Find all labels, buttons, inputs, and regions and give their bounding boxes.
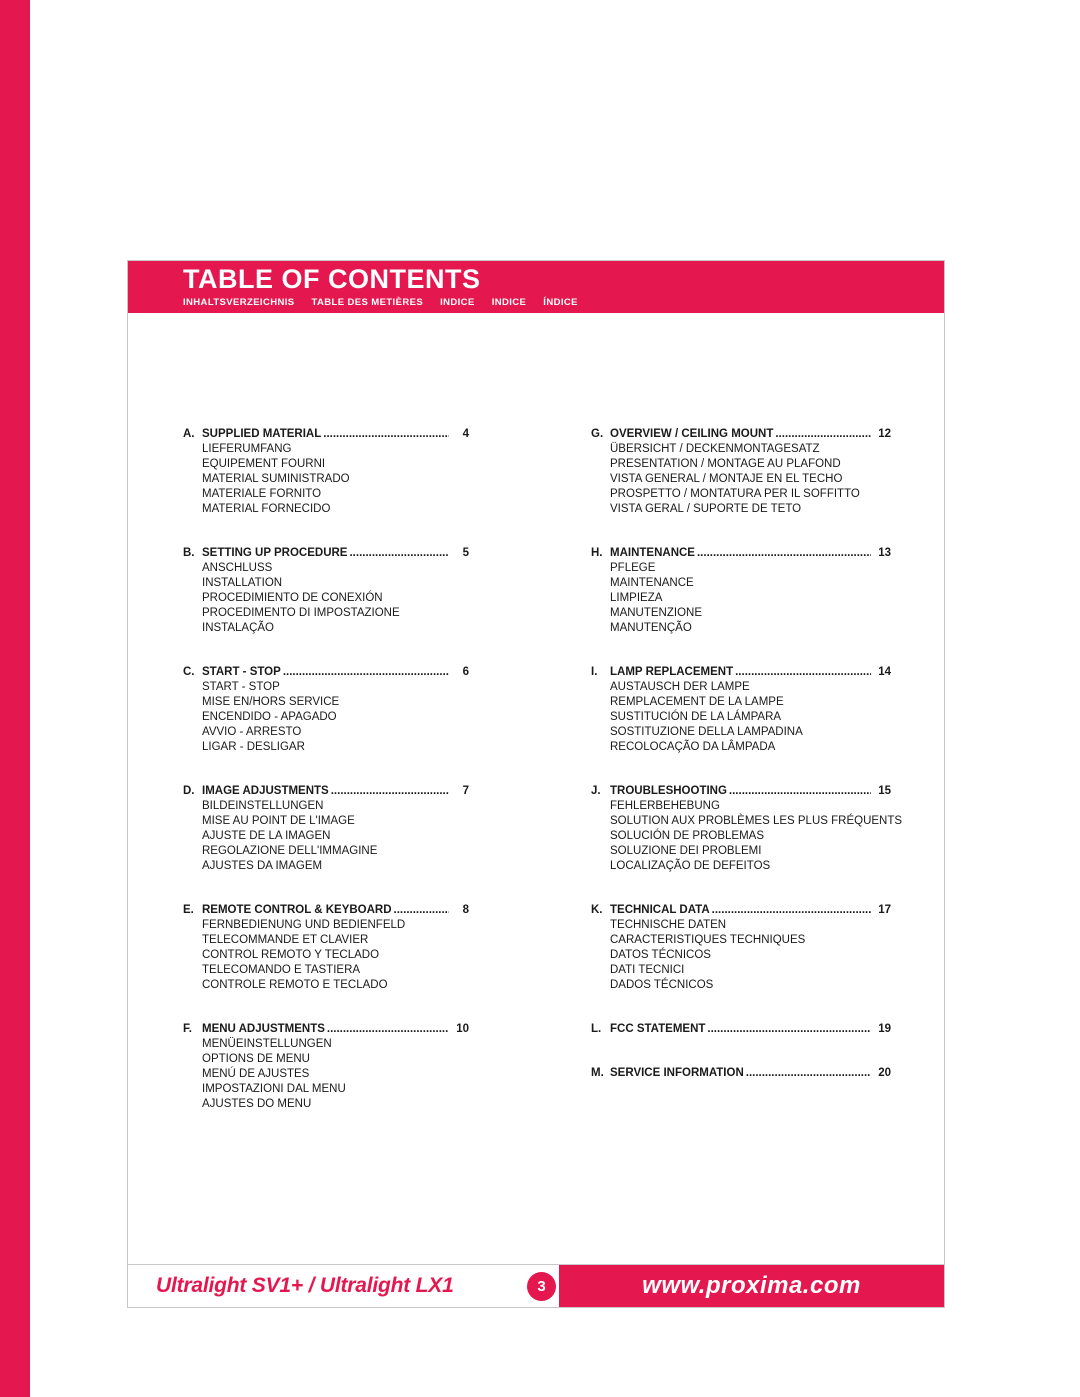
- toc-translation-line: MANUTENÇÃO: [610, 622, 692, 634]
- product-name: Ultralight SV1+ / Ultralight LX1: [156, 1274, 454, 1297]
- toc-entry-heading: [183, 665, 469, 680]
- toc-entry-translations: [183, 799, 469, 874]
- toc-entry-page-number: 10: [456, 1023, 469, 1035]
- toc-translation-line: MISE AU POINT DE L'IMAGE: [202, 815, 355, 827]
- toc-translation-line: SOLUTION AUX PROBLÈMES LES PLUS FRÉQUENTS: [610, 815, 903, 827]
- toc-translation-line: OPTIONS DE MENU: [202, 1053, 310, 1065]
- toc-entry-letter: M.: [591, 1067, 604, 1079]
- toc-entry-heading: [591, 784, 891, 799]
- toc-translation-line: MATERIAL SUMINISTRADO: [202, 473, 350, 485]
- toc-translation-line: AJUSTES DA IMAGEM: [202, 860, 323, 872]
- toc-section: [183, 784, 469, 874]
- toc-translation-line: EQUIPEMENT FOURNI: [202, 458, 326, 470]
- toc-section: [183, 903, 469, 993]
- toc-translation-line: CARACTERISTIQUES TECHNIQUES: [610, 934, 806, 946]
- toc-translation-line: TECHNISCHE DATEN: [610, 919, 727, 931]
- toc-translation-line: PFLEGE: [610, 562, 656, 574]
- toc-entry-title: SETTING UP PROCEDURE: [202, 547, 348, 559]
- toc-entry-heading: [183, 784, 469, 799]
- toc-content: [128, 313, 944, 1264]
- toc-entry-letter: G.: [591, 428, 604, 440]
- toc-entry-title: TECHNICAL DATA: [610, 904, 710, 916]
- toc-entry-page-number: 13: [878, 547, 891, 559]
- toc-section: [183, 1022, 469, 1112]
- toc-translation-line: SUSTITUCIÓN DE LA LÁMPARA: [610, 711, 782, 723]
- toc-section: [591, 903, 891, 993]
- toc-dot-leader: [775, 427, 871, 442]
- toc-translation-line: DADOS TÉCNICOS: [610, 979, 714, 991]
- toc-entry-heading: [183, 427, 469, 442]
- toc-entry-page-number: 4: [462, 428, 469, 440]
- toc-entry-title: FCC STATEMENT: [610, 1023, 706, 1035]
- toc-entry-letter: J.: [591, 785, 601, 797]
- toc-entry-translations: [591, 561, 891, 636]
- toc-section: [591, 665, 891, 755]
- toc-entry-title: MENU ADJUSTMENTS: [202, 1023, 325, 1035]
- toc-section: [591, 1066, 891, 1081]
- toc-translation-line: INSTALLATION: [202, 577, 283, 589]
- toc-dot-leader: [729, 784, 871, 799]
- toc-entry-heading: [591, 1022, 891, 1037]
- toc-translation-line: LIGAR - DESLIGAR: [202, 741, 305, 753]
- toc-entry-letter: A.: [183, 428, 195, 440]
- toc-entry-translations: [183, 918, 469, 993]
- toc-translation-line: VISTA GENERAL / MONTAJE EN EL TECHO: [610, 473, 843, 485]
- toc-entry-letter: K.: [591, 904, 603, 916]
- toc-entry-translations: [183, 442, 469, 517]
- toc-entry-letter: D.: [183, 785, 195, 797]
- toc-entry-letter: E.: [183, 904, 194, 916]
- toc-entry-letter: H.: [591, 547, 603, 559]
- toc-translation-line: AJUSTES DO MENU: [202, 1098, 312, 1110]
- toc-entry-letter: F.: [183, 1023, 192, 1035]
- toc-translation-line: INSTALAÇÃO: [202, 622, 274, 634]
- toc-dot-leader: [697, 546, 871, 561]
- toc-translation-line: PRESENTATION / MONTAGE AU PLAFOND: [610, 458, 841, 470]
- toc-entry-translations: [183, 1037, 469, 1112]
- toc-entry-heading: [591, 427, 891, 442]
- toc-dot-leader: [394, 903, 449, 918]
- toc-entry-page-number: 12: [878, 428, 891, 440]
- toc-translation-line: CONTROL REMOTO Y TECLADO: [202, 949, 380, 961]
- toc-translation-line: REMPLACEMENT DE LA LAMPE: [610, 696, 784, 708]
- toc-translation-line: FERNBEDIENUNG UND BEDIENFELD: [202, 919, 406, 931]
- toc-translation-line: MATERIAL FORNECIDO: [202, 503, 331, 515]
- toc-translation-line: CONTROLE REMOTO E TECLADO: [202, 979, 388, 991]
- toc-translation-line: PROCEDIMIENTO DE CONEXIÓN: [202, 592, 383, 604]
- toc-entry-heading: [591, 903, 891, 918]
- toc-section: [591, 546, 891, 636]
- toc-translation-line: SOLUZIONE DEI PROBLEMI: [610, 845, 762, 857]
- toc-dot-leader: [707, 1022, 871, 1037]
- toc-translation-line: LIMPIEZA: [610, 592, 663, 604]
- header-language-label: INHALTSVERZEICHNIS: [183, 297, 295, 309]
- toc-translation-line: DATOS TÉCNICOS: [610, 949, 711, 961]
- toc-translation-line: TELECOMMANDE ET CLAVIER: [202, 934, 369, 946]
- toc-entry-title: SUPPLIED MATERIAL: [202, 428, 322, 440]
- header-language-label: ÍNDICE: [543, 297, 578, 309]
- toc-dot-leader: [323, 427, 449, 442]
- toc-translation-line: MANUTENZIONE: [610, 607, 702, 619]
- toc-entry-heading: [183, 903, 469, 918]
- toc-entry-title: REMOTE CONTROL & KEYBOARD: [202, 904, 392, 916]
- header-language-label: TABLE DES METIÈRES: [311, 297, 424, 309]
- toc-dot-leader: [327, 1022, 449, 1037]
- toc-entry-page-number: 14: [878, 666, 891, 678]
- website-url: www.proxima.com: [642, 1272, 861, 1299]
- toc-translation-line: FEHLERBEHEBUNG: [610, 800, 720, 812]
- toc-entry-title: START - STOP: [202, 666, 281, 678]
- footer-website-band: [559, 1265, 944, 1307]
- toc-entry-heading: [591, 546, 891, 561]
- page-left-accent-stripe: [0, 0, 30, 1397]
- toc-translation-line: SOSTITUZIONE DELLA LAMPADINA: [610, 726, 803, 738]
- toc-translation-line: ANSCHLUSS: [202, 562, 273, 574]
- toc-entry-page-number: 8: [462, 904, 469, 916]
- toc-header-band: [128, 261, 944, 313]
- toc-entry-title: IMAGE ADJUSTMENTS: [202, 785, 329, 797]
- toc-entry-page-number: 17: [878, 904, 891, 916]
- toc-dot-leader: [735, 665, 871, 680]
- toc-translation-line: PROCEDIMENTO DI IMPOSTAZIONE: [202, 607, 400, 619]
- toc-entry-translations: [591, 442, 891, 517]
- toc-entry-page-number: 20: [878, 1067, 891, 1079]
- toc-entry-heading: [591, 665, 891, 680]
- toc-section: [591, 1022, 891, 1037]
- toc-section: [591, 427, 891, 517]
- toc-entry-page-number: 19: [878, 1023, 891, 1035]
- toc-entry-heading: [183, 546, 469, 561]
- toc-entry-title: MAINTENANCE: [610, 547, 695, 559]
- toc-section: [183, 427, 469, 517]
- toc-dot-leader: [746, 1066, 871, 1081]
- page-title: TABLE OF CONTENTS: [183, 264, 481, 295]
- page-subtitle: [183, 298, 944, 308]
- toc-translation-line: REGOLAZIONE DELL'IMMAGINE: [202, 845, 378, 857]
- toc-translation-line: PROSPETTO / MONTATURA PER IL SOFFITTO: [610, 488, 860, 500]
- toc-section: [183, 546, 469, 636]
- toc-dot-leader: [712, 903, 871, 918]
- header-language-label: INDICE: [440, 297, 475, 309]
- toc-entry-heading: [591, 1066, 891, 1081]
- toc-translation-line: MATERIALE FORNITO: [202, 488, 322, 500]
- toc-entry-page-number: 15: [878, 785, 891, 797]
- toc-entry-page-number: 6: [462, 666, 469, 678]
- toc-dot-leader: [331, 784, 449, 799]
- toc-translation-line: BILDEINSTELLUNGEN: [202, 800, 324, 812]
- toc-translation-line: SOLUCIÓN DE PROBLEMAS: [610, 830, 765, 842]
- toc-entry-title: LAMP REPLACEMENT: [610, 666, 734, 678]
- toc-entry-translations: [591, 799, 903, 874]
- toc-translation-line: ÜBERSICHT / DECKENMONTAGESATZ: [610, 443, 820, 455]
- toc-translation-line: MENÜEINSTELLUNGEN: [202, 1038, 332, 1050]
- toc-entry-page-number: 7: [462, 785, 469, 797]
- toc-entry-title: TROUBLESHOOTING: [610, 785, 727, 797]
- toc-dot-leader: [283, 665, 449, 680]
- toc-translation-line: MAINTENANCE: [610, 577, 694, 589]
- toc-translation-line: RECOLOCAÇÃO DA LÂMPADA: [610, 741, 776, 753]
- header-language-label: INDICE: [491, 297, 527, 309]
- toc-translation-line: TELECOMANDO E TASTIERA: [202, 964, 361, 976]
- toc-translation-line: DATI TECNICI: [610, 964, 685, 976]
- toc-translation-line: AVVIO - ARRESTO: [202, 726, 302, 738]
- toc-translation-line: START - STOP: [202, 681, 280, 693]
- toc-translation-line: AUSTAUSCH DER LAMPE: [610, 681, 750, 693]
- toc-translation-line: MISE EN/HORS SERVICE: [202, 696, 340, 708]
- toc-entry-translations: [183, 680, 469, 755]
- toc-column-right: [591, 427, 903, 1264]
- toc-entry-heading: [183, 1022, 469, 1037]
- toc-entry-page-number: 5: [462, 547, 469, 559]
- toc-section: [591, 784, 903, 874]
- footer-band: [128, 1264, 944, 1307]
- toc-translation-line: IMPOSTAZIONI DAL MENU: [202, 1083, 346, 1095]
- toc-translation-line: AJUSTE DE LA IMAGEN: [202, 830, 331, 842]
- toc-translation-line: LIEFERUMFANG: [202, 443, 292, 455]
- toc-entry-letter: C.: [183, 666, 195, 678]
- toc-entry-title: SERVICE INFORMATION: [610, 1067, 744, 1079]
- toc-dot-leader: [349, 546, 449, 561]
- toc-translation-line: MENÚ DE AJUSTES: [202, 1068, 310, 1080]
- toc-entry-letter: L.: [591, 1023, 602, 1035]
- toc-translation-line: VISTA GERAL / SUPORTE DE TETO: [610, 503, 802, 515]
- toc-translation-line: LOCALIZAÇÃO DE DEFEITOS: [610, 860, 771, 872]
- toc-translation-line: ENCENDIDO - APAGADO: [202, 711, 337, 723]
- toc-entry-letter: B.: [183, 547, 195, 559]
- toc-column-left: [183, 427, 469, 1264]
- toc-entry-translations: [591, 680, 891, 755]
- toc-entry-letter: I.: [591, 666, 598, 678]
- toc-page-frame: [127, 260, 945, 1308]
- toc-entry-translations: [591, 918, 891, 993]
- toc-entry-translations: [183, 561, 469, 636]
- toc-section: [183, 665, 469, 755]
- toc-entry-title: OVERVIEW / CEILING MOUNT: [610, 428, 774, 440]
- page-number-badge: 3: [527, 1272, 556, 1301]
